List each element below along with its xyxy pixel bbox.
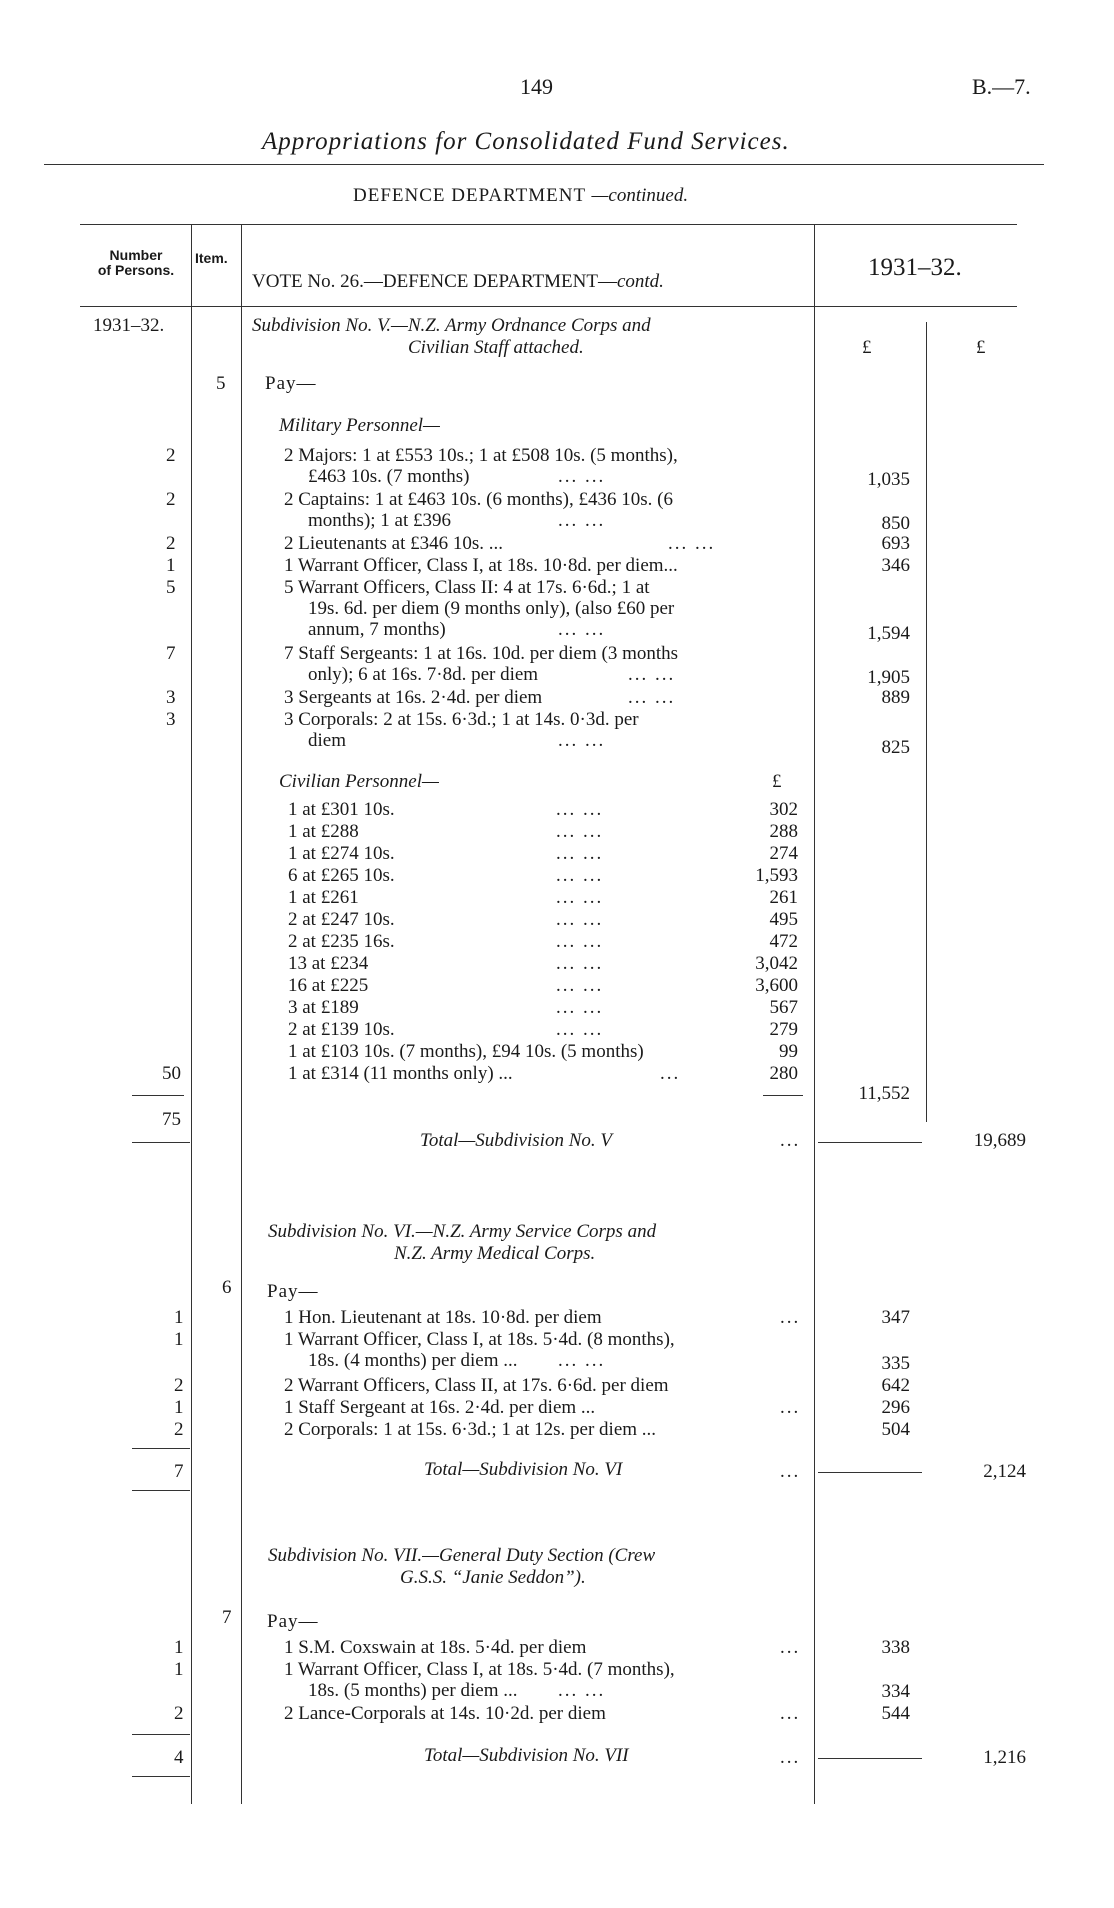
sub5-m2-line2: months); 1 at £396 ... ... (308, 510, 606, 531)
persons-year: 1931–32. (93, 315, 165, 336)
sub6-l1-line: 1 Hon. Lieutenant at 18s. 10·8d. per diem ... (284, 1307, 801, 1328)
sub6-total-rule (818, 1472, 922, 1473)
sub5-m6-amount: 1,905 (867, 667, 910, 688)
civ-row-amount: 261 (769, 887, 798, 908)
sub5-total-dots: ... (780, 1130, 801, 1151)
sub5-m8-line1: 3 Corporals: 2 at 15s. 6·3d.; 1 at 14s. 0·3d. per (284, 709, 639, 730)
civ-row-dots: ... ... (556, 953, 604, 974)
sub5-m1-line2: £463 10s. (7 months) ... ... (308, 466, 606, 487)
sub5-m3-persons: 2 (166, 533, 176, 554)
sub5-military: Military Personnel— (279, 415, 440, 436)
sub6-persons-total: 7 (174, 1461, 184, 1482)
civ-row-label: 13 at £234 (288, 953, 369, 974)
civ-row-amount: 99 (779, 1041, 798, 1062)
sub7-l1-amount: 338 (881, 1637, 910, 1658)
sub7-l2-amount: 334 (881, 1681, 910, 1702)
civ-row-label: 2 at £139 10s. (288, 1019, 395, 1040)
sub5-civ-pound: £ (772, 771, 782, 792)
civ-row-dots: ... ... (556, 997, 604, 1018)
sub5-total: 19,689 (973, 1130, 1026, 1151)
civ-row-label: 2 at £235 16s. (288, 931, 395, 952)
page-number: 149 (520, 74, 553, 99)
vote-heading: VOTE No. 26.—DEFENCE DEPARTMENT—contd. (252, 271, 664, 292)
civ-row-label: 3 at £189 (288, 997, 359, 1018)
sub7-l3-amount: 544 (881, 1703, 910, 1724)
civ-row-dots: ... (660, 1063, 681, 1084)
civ-row-label: 6 at £265 10s. (288, 865, 395, 886)
table-top-rule (80, 224, 1017, 225)
sub5-m1-amount: 1,035 (867, 469, 910, 490)
sub6-l2-amount: 335 (881, 1353, 910, 1374)
sub7-total-dots: ... (780, 1747, 801, 1768)
sub5-m1-line1: 2 Majors: 1 at £553 10s.; 1 at £508 10s. (5 months), (284, 445, 678, 466)
sub5-pay: Pay— (265, 373, 317, 394)
sub5-m4-line: 1 Warrant Officer, Class I, at 18s. 10·8d. per diem... (284, 555, 678, 576)
sub5-m2-line1: 2 Captains: 1 at £463 10s. (6 months), £436 10s. (6 (284, 489, 673, 510)
sub5-m2-persons: 2 (166, 489, 176, 510)
sub5-m5-line1: 5 Warrant Officers, Class II: 4 at 17s. 6·6d.; 1 at (284, 577, 650, 598)
page-reference: B.—7. (972, 74, 1031, 99)
civ-row-dots: ... ... (556, 909, 604, 930)
sub6-total-label: Total—Subdivision No. VI (424, 1459, 623, 1480)
sub5-civ-persons: 50 (162, 1063, 181, 1084)
col-rule-item (241, 224, 242, 1804)
sub7-total: 1,216 (983, 1747, 1026, 1768)
sub6-title-1: Subdivision No. VI.—N.Z. Army Service Corps and (268, 1221, 657, 1242)
sub5-m2-amount: 850 (881, 513, 910, 534)
civ-row-dots: ... ... (556, 865, 604, 886)
civ-row-amount: 567 (769, 997, 798, 1018)
col-rule-amount (814, 224, 815, 1804)
sub5-m6-line1: 7 Staff Sergeants: 1 at 16s. 10d. per diem (3 months (284, 643, 679, 664)
civ-row-amount: 495 (769, 909, 798, 930)
pound-heading-1: £ (862, 337, 872, 358)
sub5-title-1: Subdivision No. V.—N.Z. Army Ordnance Corps and (252, 315, 651, 336)
sub5-m7-persons: 3 (166, 687, 176, 708)
sub5-m6-persons: 7 (166, 643, 176, 664)
civ-row-dots: ... ... (556, 843, 604, 864)
page-title: Appropriations for Consolidated Fund Services. (262, 128, 790, 155)
sub7-title-2: G.S.S. “Janie Seddon”). (400, 1567, 586, 1588)
civ-row-amount: 302 (769, 799, 798, 820)
civ-row-label: 16 at £225 (288, 975, 369, 996)
sub5-total-rule (818, 1142, 922, 1143)
civ-row-amount: 274 (769, 843, 798, 864)
sub6-l2-line1: 1 Warrant Officer, Class I, at 18s. 5·4d. (8 months), (284, 1329, 675, 1350)
sub6-item: 6 (222, 1277, 232, 1298)
sub6-l4-line: 1 Staff Sergeant at 16s. 2·4d. per diem ... ... (284, 1397, 801, 1418)
sub5-m5-persons: 5 (166, 577, 176, 598)
civ-row-label: 1 at £103 10s. (7 months), £94 10s. (5 months) (288, 1041, 644, 1062)
civ-row-dots: ... ... (556, 887, 604, 908)
sub5-m1-persons: 2 (166, 445, 176, 466)
sub7-l2-line1: 1 Warrant Officer, Class I, at 18s. 5·4d. (7 months), (284, 1659, 675, 1680)
sub6-l4-amount: 296 (881, 1397, 910, 1418)
civ-row-label: 1 at £301 10s. (288, 799, 395, 820)
col-header-item: Item. (195, 250, 228, 266)
sub6-l2-persons: 1 (174, 1329, 184, 1350)
sub7-l2-line2: 18s. (5 months) per diem ... ... ... (308, 1680, 606, 1701)
sub5-m8-amount: 825 (881, 737, 910, 758)
sub7-l1-persons: 1 (174, 1637, 184, 1658)
sub7-persons-rule (132, 1734, 190, 1735)
sub7-persons-total-rule (132, 1776, 190, 1777)
sub7-l1-line: 1 S.M. Coxswain at 18s. 5·4d. per diem ... (284, 1637, 801, 1658)
sub6-l3-amount: 642 (881, 1375, 910, 1396)
civ-row-dots: ... ... (556, 931, 604, 952)
civ-row-label: 2 at £247 10s. (288, 909, 395, 930)
table-header-rule (80, 306, 1017, 307)
civ-row-dots: ... ... (556, 799, 604, 820)
civ-row-label: 1 at £274 10s. (288, 843, 395, 864)
civ-row-dots: ... ... (556, 975, 604, 996)
sub6-persons-rule (132, 1448, 190, 1449)
sub5-m3-amount: 693 (881, 533, 910, 554)
sub5-m5-line2: 19s. 6d. per diem (9 months only), (also £60 per (308, 598, 675, 619)
year-heading: 1931–32. (868, 254, 962, 281)
sub6-l5-line: 2 Corporals: 1 at 15s. 6·3d.; 1 at 12s. per diem ... (284, 1419, 657, 1440)
sub5-persons-total-rule (132, 1142, 190, 1143)
sub5-persons-rule (132, 1095, 184, 1096)
col-rule-persons (191, 224, 192, 1804)
sub6-total-dots: ... (780, 1461, 801, 1482)
sub6-persons-total-rule (132, 1490, 190, 1491)
civ-row-amount: 280 (769, 1063, 798, 1084)
header-rule (44, 164, 1044, 165)
sub6-l2-line2: 18s. (4 months) per diem ... ... ... (308, 1350, 606, 1371)
civ-row-amount: 279 (769, 1019, 798, 1040)
sub6-total: 2,124 (983, 1461, 1026, 1482)
col-rule-subamount (926, 322, 927, 1122)
sub7-item: 7 (222, 1607, 232, 1628)
sub5-item: 5 (216, 373, 226, 394)
civ-row-label: 1 at £288 (288, 821, 359, 842)
sub7-l3-line: 2 Lance-Corporals at 14s. 10·2d. per diem ... (284, 1703, 801, 1724)
sub7-title-1: Subdivision No. VII.—General Duty Section (Crew (268, 1545, 656, 1566)
sub6-pay: Pay— (267, 1281, 319, 1302)
sub6-l5-amount: 504 (881, 1419, 910, 1440)
sub5-m8-persons: 3 (166, 709, 176, 730)
sub7-l2-persons: 1 (174, 1659, 184, 1680)
civ-row-dots: ... ... (556, 1019, 604, 1040)
sub7-l3-persons: 2 (174, 1703, 184, 1724)
sub6-l4-persons: 1 (174, 1397, 184, 1418)
civ-row-amount: 288 (769, 821, 798, 842)
sub5-civilian: Civilian Personnel— (279, 771, 439, 792)
civ-row-dots: ... ... (556, 821, 604, 842)
sub5-m4-amount: 346 (881, 555, 910, 576)
sub7-pay: Pay— (267, 1611, 319, 1632)
sub5-m6-line2: only); 6 at 16s. 7·8d. per diem ... ... (308, 664, 676, 685)
pound-heading-2: £ (976, 337, 986, 358)
sub6-l1-persons: 1 (174, 1307, 184, 1328)
department-heading: DEFENCE DEPARTMENT —continued. (353, 185, 689, 206)
sub6-l1-amount: 347 (881, 1307, 910, 1328)
civ-row-label: 1 at £261 (288, 887, 359, 908)
sub5-m8-line2: diem ... ... (308, 730, 606, 751)
civ-sum-rule (763, 1095, 803, 1096)
sub6-l5-persons: 2 (174, 1419, 184, 1440)
sub6-title-2: N.Z. Army Medical Corps. (394, 1243, 596, 1264)
civ-row-label: 1 at £314 (11 months only) ... (288, 1063, 513, 1084)
sub7-persons-total: 4 (174, 1747, 184, 1768)
sub6-l3-persons: 2 (174, 1375, 184, 1396)
col-header-persons: Number of Persons. (97, 247, 175, 278)
civ-row-amount: 3,042 (755, 953, 798, 974)
sub5-m5-amount: 1,594 (867, 623, 910, 644)
civ-row-amount: 472 (769, 931, 798, 952)
sub5-m4-persons: 1 (166, 555, 176, 576)
sub5-civ-total: 11,552 (858, 1083, 910, 1104)
civ-row-amount: 1,593 (755, 865, 798, 886)
sub5-m5-line3: annum, 7 months) ... ... (308, 619, 606, 640)
sub5-title-2: Civilian Staff attached. (408, 337, 584, 358)
sub5-m7-amount: 889 (881, 687, 910, 708)
sub7-total-label: Total—Subdivision No. VII (424, 1745, 629, 1766)
sub5-persons-total: 75 (162, 1109, 181, 1130)
sub5-m3-line: 2 Lieutenants at £346 10s. ... ... ... (284, 533, 716, 554)
sub6-l3-line: 2 Warrant Officers, Class II, at 17s. 6·6d. per diem (284, 1375, 669, 1396)
sub5-m7-line: 3 Sergeants at 16s. 2·4d. per diem ... ... (284, 687, 676, 708)
sub5-total-label: Total—Subdivision No. V (420, 1130, 612, 1151)
sub7-total-rule (818, 1758, 922, 1759)
civ-row-amount: 3,600 (755, 975, 798, 996)
